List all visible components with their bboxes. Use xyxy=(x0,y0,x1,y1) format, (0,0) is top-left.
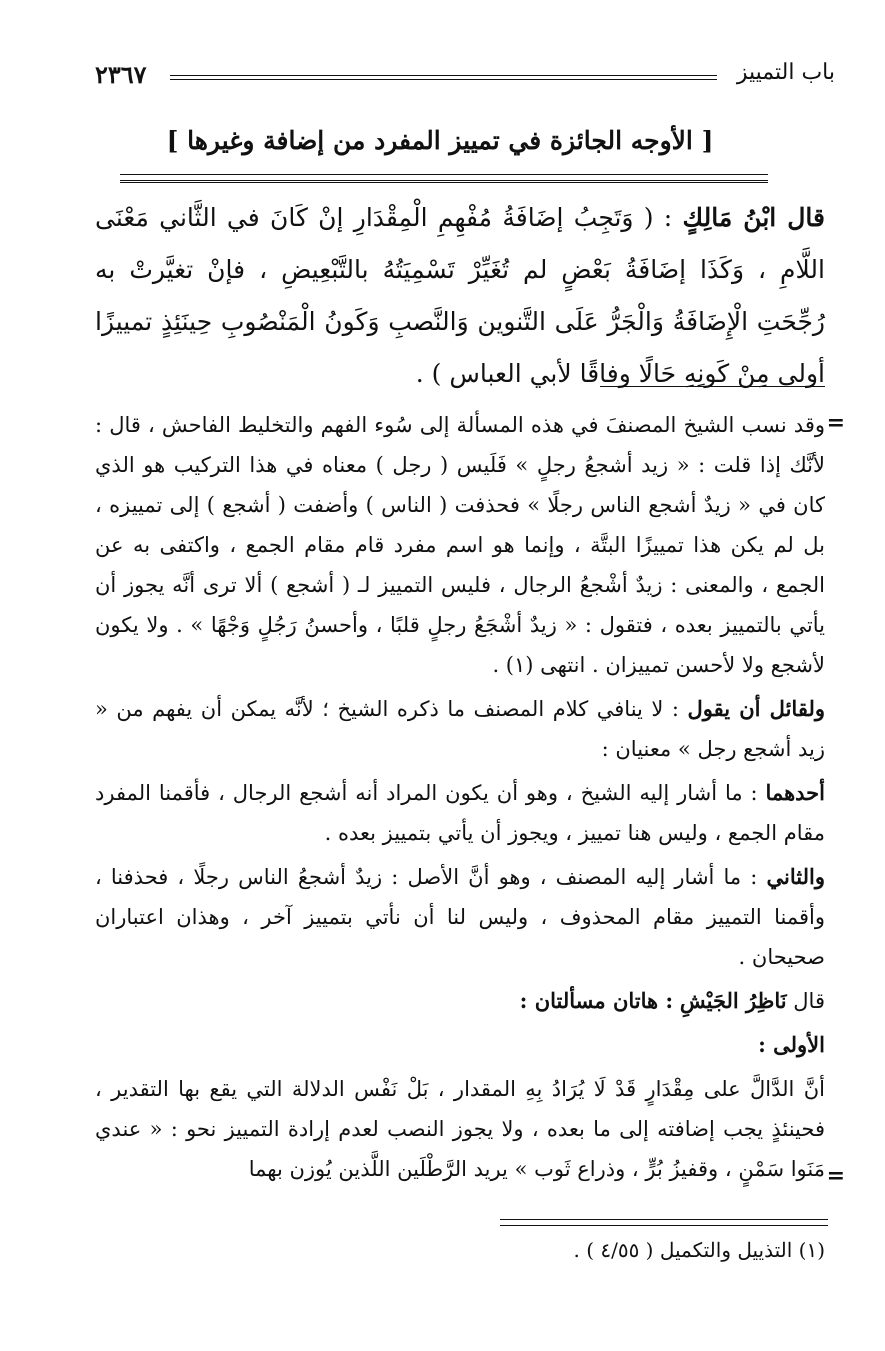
section-title: [ الأوجه الجائزة في تمييز المفرد من إضافة وغيرها ] xyxy=(166,126,714,155)
commentary-paragraph xyxy=(95,689,825,769)
page-number: ٢٣٦٧ xyxy=(95,60,147,89)
footnote-rule xyxy=(500,1219,828,1226)
matn-author: قال ابْنُ مَالِكٍ xyxy=(682,203,825,232)
header-rule xyxy=(170,75,717,80)
continuation-mark-top: = xyxy=(826,410,845,436)
matn-separator xyxy=(600,386,825,387)
paragraph-author: نَاظِرُ الجَيْشِ xyxy=(679,988,787,1013)
matn-body: : ( وَتَجِبُ إضَافَةُ مُفْهِمِ الْمِقْدَارِ إنْ كَانَ في الثَّاني مَعْنَى اللَّامِ ، وَكَذَا إضَافَةُ بَعْضٍ لم تُغَيِّرْ تَسْمِيَتُهُ بالتَّبْعِيضِ ، فإنْ تغيَّرتْ به رُجِّحَتِ الْإِضَافَةُ وَالْجَرُّ عَلَى التَّنوين وَالنَّصبِ وَكَونُ الْمَنْصُوبِ حِينَئِذٍ تمييزًا أولى مِنْ كَونِهِ حَالًا وفاقًا لأبي العباس ) . xyxy=(95,203,825,388)
commentary-paragraph xyxy=(95,773,825,853)
footnote: (١) التذييل والتكميل ( ٤/٥٥ ) . xyxy=(573,1238,825,1262)
commentary-heading: الأولى : xyxy=(758,1032,825,1057)
commentary xyxy=(95,405,825,1193)
commentary-paragraph: وقد نسب الشيخ المصنفَ في هذه المسألة إلى سُوء الفهم والتخليط الفاحش ، قال : لأنَّك إذا قلت : « زيد أشجعُ رجلٍ » فَلَيس ( رجل ) معناه في هذا التركيب هو الذي كان في « زيدٌ أشجع الناس رجلًا » فحذفت ( الناس ) وأضفت ( أشجع ) إلى تمييزه ، بل لم يكن هذا تمييزًا البتَّة ، وإنما هو اسم مفرد قام مقام الجمع ، واكتفى به عن الجمع ، والمعنى : زيدٌ أشْجعُ الرجال ، فليس التمييز لـ ( أشجع ) ألا ترى أنَّه يجوز أن يأتي بالتمييز بعده ، فتقول : « زيدٌ أشْجَعُ رجلٍ قلبًا ، وأحسنُ رَجُلٍ وَجْهًا » . ولا يكون لأشجع ولا لأحسن تمييزان . انتهى (١) . xyxy=(95,413,826,677)
title-rule xyxy=(120,174,768,181)
paragraph-lead: ولقائل أن يقول xyxy=(687,696,825,721)
title-rule-inner xyxy=(120,182,768,183)
page-header xyxy=(95,58,835,94)
matn-text xyxy=(95,192,825,400)
paragraph-text: : ما أشار إليه الشيخ ، وهو أن يكون المراد أنه أشجع الرجال ، فأقمنا المفرد مقام الجمع ، وليس هنا تمييز ، ويجوز أن يأتي بتمييز بعده . xyxy=(95,781,825,845)
continuation-mark-bottom: = xyxy=(826,1163,845,1189)
commentary-paragraph: أنَّ الدَّالَّ على مِقْدَارٍ قَدْ لَا يُرَادُ بِهِ المقدار ، بَلْ نَفْس الدلالة التي يقع بها التقدير ، فحينئذٍ يجب إضافته إلى ما بعده ، ولا يجوز النصب لعدم إرادة التمييز نحو : « عندي مَنَوا سَمْنٍ ، وقفيزُ بُرٍّ ، وذراع ثَوب » يريد الرَّطْلَين اللَّذين يُوزن بهما xyxy=(95,1077,825,1181)
paragraph-text: : ما أشار إليه المصنف ، وهو أنَّ الأصل : زيدٌ أشجعُ الناس رجلًا ، فحذفنا ، وأقمنا التمييز مقام المحذوف ، وليس لنا أن نأتي بتمييز آخر ، وهذان اعتباران صحيحان . xyxy=(95,865,825,969)
commentary-paragraph xyxy=(95,857,825,977)
paragraph-lead: والثاني xyxy=(766,864,825,889)
paragraph-text: : لا ينافي كلام المصنف ما ذكره الشيخ ؛ لأنَّه يمكن أن يفهم من « زيد أشجع رجل » معنيان : xyxy=(95,697,825,761)
running-title: باب التمييز xyxy=(736,60,835,85)
commentary-paragraph xyxy=(95,981,825,1021)
paragraph-text: : هاتان مسألتان : xyxy=(519,988,674,1013)
paragraph-prefix: قال xyxy=(793,989,825,1013)
paragraph-lead: أحدهما xyxy=(765,780,825,805)
